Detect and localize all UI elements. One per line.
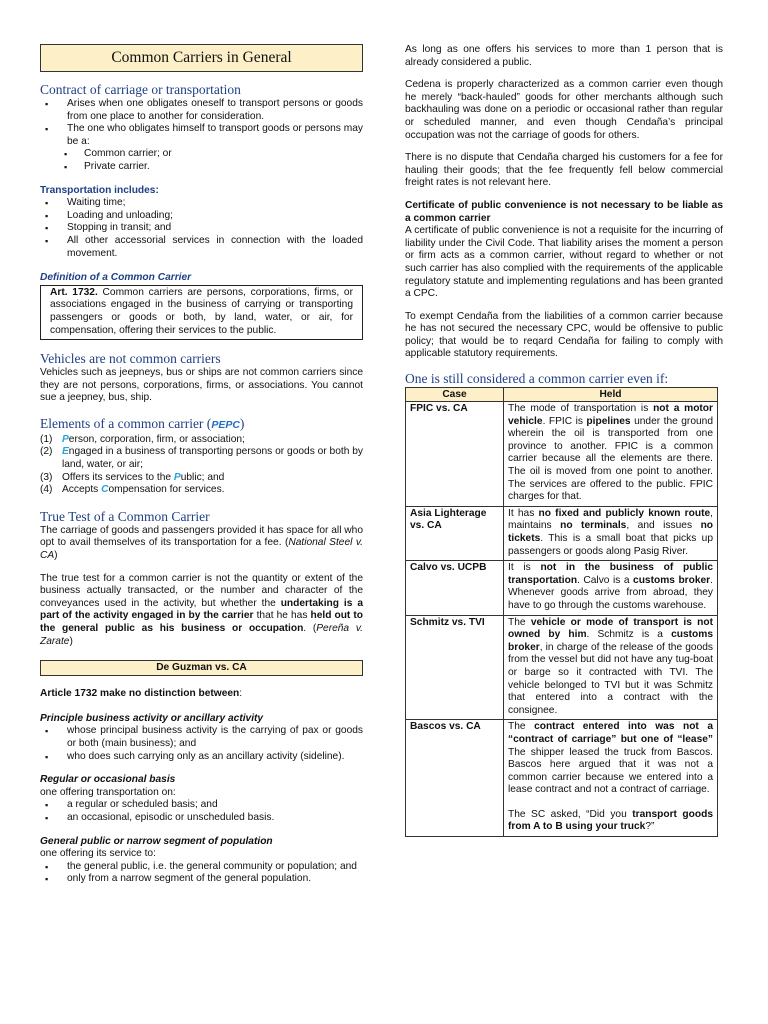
table-row [406,506,718,560]
cpc-heading: Certificate of public convenience is not necessary to be liable as a common carrier [405,199,723,224]
carrier-type-list [40,148,363,173]
case-held: The mode of transportation is not a motor vehicle. FPIC is pipelines under the ground wherein the oil is transported from one province to another. FPIC is a common carrier because all the elements are there. The oil is moved from one point to another. The services are offered to the public. FPIC charges for that. [504,402,718,507]
case-name: Asia Lighterage vs. CA [406,506,504,560]
public-paragraph: As long as one offers his services to more than 1 person that is already considered a public. [405,44,723,68]
general-public-list [40,861,363,886]
elements-acronym: PEPC [211,418,240,431]
list-item: ▪ who does such carrying only as an ancillary activity (sideline). [40,751,363,764]
case-name: FPIC vs. CA [406,402,504,507]
regular-basis-lead: one offering transportation on: [40,786,176,798]
list-item: ▪ Arises when one obligates oneself to transport persons or goods from one place to another for consideration. [40,98,363,123]
case-bar-de-guzman: De Guzman vs. CA [40,660,363,676]
table-heading: One is still considered a common carrier even if: [405,371,669,387]
table-row [406,402,718,507]
list-item: ▪ whose principal business activity is the carrying of pax or goods or both (main business); and [40,725,363,750]
right-column [405,44,723,837]
case-name: Calvo vs. UCPB [406,561,504,615]
list-item: (2) Engaged in a business of transporting persons or goods or both by land, water, or air; [40,446,363,471]
contract-heading: Contract of carriage or transportation [40,82,241,97]
table-row [406,615,718,720]
principal-activity-heading: Principle business activity or ancillary activity [40,712,264,724]
cases-table [405,387,718,837]
true-test-heading: True Test of a Common Carrier [40,508,210,524]
table-row [406,561,718,615]
cpc-paragraph: A certificate of public convenience is not a requisite for the incurring of liability under the Civil Code. That liability arises the moment a person or firm acts as a common carrier, without regard to whether or not such carrier has also complied with the requirements of the applicable regulatory statute and implementing regulations and has been granted a CPC. [405,225,723,300]
document-title: Common Carriers in General [40,44,363,72]
case-held: It has no fixed and publicly known route, maintains no terminals, and issues no tickets. This is a small boat that picks up passengers or goods along Pasig River. [504,506,718,560]
de-guzman-intro: Article 1732 make no distinction between: [40,688,243,700]
article-number: Art. 1732. [50,286,98,298]
case-held: The contract entered into was not a “contract of carriage” but one of “lease” The shipper leased the truck from Bascos. Bascos here argued that it was not a common carrier because we entered into a lease contract and not a contract of carriage. The SC asked, “Did you transport goods from A to B using your truck?” [504,720,718,837]
true-test-p1: The carriage of goods and passengers provided it has space for all who opt to avail themselves of its transportation for a fee. (National Steel v. CA) [40,524,363,562]
list-item: ▪ Common carrier; or [40,148,363,161]
list-item: ▪ Private carrier. [40,161,363,174]
contract-list [40,98,363,174]
true-test-p2: The true test for a common carrier is not the quantity or extent of the business actually transacted, or the number and character of the conveyances used in the activity, but whether the undertaking is a part of the activity engaged in by the carrier that he has held out to the general public as his business or occupation. (Pereña v. Zarate) [40,572,363,647]
regular-basis-list [40,799,363,824]
column-header-case: Case [406,388,504,402]
list-item: (1) Person, corporation, firm, or association; [40,433,245,445]
principal-activity-list [40,725,363,763]
list-item: ▪ Loading and unloading; [40,210,363,223]
table-row [406,720,718,837]
elements-heading: Elements of a common carrier (PEPC) [40,415,245,431]
regular-basis-heading: Regular or occasional basis [40,774,176,786]
definition-box [40,285,363,340]
list-item: ▪ a regular or scheduled basis; and [40,799,363,812]
case-held: It is not in the business of public transportation. Calvo is a customs broker. Whenever goods arrive from abroad, they have to go through the customs warehouse. [504,561,718,615]
list-item: ▪ an occasional, episodic or unscheduled basis. [40,812,363,825]
vehicles-heading: Vehicles are not common carriers [40,351,221,367]
includes-heading: Transportation includes: [40,184,159,196]
list-item: ▪ The one who obligates himself to transport goods or persons may be a: ▪ Common carrier; or ▪ Private carrier. [40,123,363,173]
list-item: ▪ All other accessorial services in connection with the loaded movement. [40,235,363,260]
list-item: ▪ Waiting time; [40,197,363,210]
list-item: (4) Accepts Compensation for services. [40,484,225,496]
exempt-paragraph: To exempt Cendaña from the liabilities of a common carrier because he has not secured the necessary CPC, would be offensive to public policy; that would be to reqard Cendaña for failing to comply with applicable statutory requirements. [405,310,723,360]
general-public-lead: one offering its service to: [40,848,156,860]
vehicles-text: Vehicles such as jeepneys, bus or ships are not common carriers since they are not persons, corporations, firms, or associations. You cannot sue a jeepney, bus, ship. [40,367,363,404]
left-column [40,44,363,886]
case-name: Schmitz vs. TVI [406,615,504,720]
elements-list [40,434,363,497]
fee-paragraph: There is no dispute that Cendaña charged his customers for a fee for hauling their goods; that the fee frequently fell below commercial freight rates is not relevant here. [405,152,723,189]
general-public-heading: General public or narrow segment of population [40,835,273,847]
case-held: The vehicle or mode of transport is not owned by him. Schmitz is a customs broker, in charge of the release of the goods from the vessel but did not have any tug-boat or barge so it contracted with TVI. The vehicle belonged to TVI but it was Schmitz that entered into a contract with the consignee. [504,615,718,720]
definition-heading: Definition of a Common Carrier [40,272,192,284]
list-item: ▪ the general public, i.e. the general community or population; and [40,861,363,874]
definition-text: Common carriers are persons, corporations, firms, or associations engaged in the business of carrying or transporting passengers or goods or both, by land, water, or air, for compensation, offering their services to the public. [50,286,353,336]
list-item: (3) Offers its services to the Public; and [40,471,225,483]
cedena-paragraph: Cedena is properly characterized as a common carrier even though he merely “back-hauled” goods for other merchants although such backhauling was done on a periodic or occasional rather than regular or scheduled manner, and even though Cendaña’s principal occupation was not the carriage of goods for others. [405,79,723,141]
case-name: Bascos vs. CA [406,720,504,837]
list-item: ▪ only from a narrow segment of the general population. [40,873,363,886]
includes-list [40,197,363,260]
table-header-row [406,388,718,402]
list-item: ▪ Stopping in transit; and [40,222,363,235]
column-header-held: Held [504,388,718,402]
